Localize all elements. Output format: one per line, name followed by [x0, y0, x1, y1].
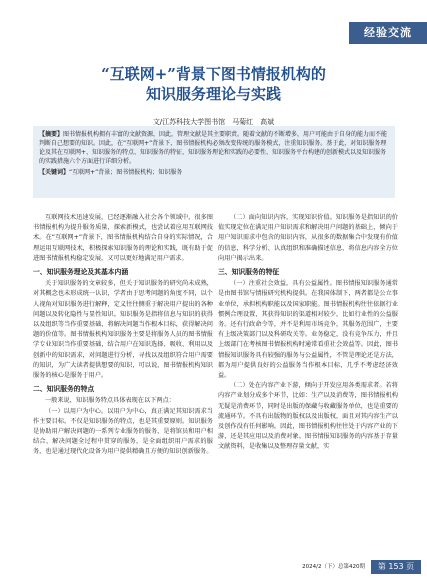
author-line: 文/江苏科技大学图书馆 马菊红 高斌	[152, 118, 275, 126]
left-column	[33, 213, 213, 458]
abstract-box	[33, 126, 395, 198]
paragraph: （二）面向知识内容，实现知识价值。知识服务是指知识的价值实现定位在满足用户知识需求和解决用户问题的基础上，倾向于用户知识需求中包含的知识内容，从很多的数据集合中发现有价值的信息，科学分析、认真组织和准确描述信息，将信息内容全方位向用户揭示出来。	[218, 214, 398, 262]
title-line-2: 知识服务理论与实践	[145, 85, 281, 103]
keywords-label: 【关键词】	[39, 169, 70, 176]
section-heading: 一、知识服务理论及其基本内涵	[33, 268, 129, 277]
section-tag: 经验交流	[349, 22, 427, 44]
keywords-text: “互联网+”背景；图书情报机构；知识服务	[69, 169, 183, 176]
page-number: 第 153 页	[371, 560, 421, 574]
paragraph: （二）处在内容产业下游，倾向于开发应用各类需求者。若将内容产业划分成多个环节，比如：生产以及消费等，图书情报机构无疑是消费环节，同时是出版的保藏与收藏服务单位，也是重要的流通环节。不具有出版物的版权以及出版权，面且对其内容生产以及创作没有任何影响。因此，图书情报机构往往处于内容产业的下游，还是其应用以及消费对象。图书情报知识服务的内容基于存量文献资料，是收集以及整理存量文献，实	[218, 382, 398, 451]
paragraph: （一）注重社会效益，具有公益属性。图书情报知识服务通常是由图书馆与情报研究机构提供。在我国体制下，两者都是公立事业单位，承担机构职能以及国家职能。图书情报机构往往依据行业惯例合理设置，其获得知识的渠道相对较少，比如行业性的公益服务。还有行政命令等，并不是利用市场竞争，其服务范围广，主要有上级决策部门以及科研攻关等。业务稳定，没有竞争压力，并且上级部门在考核图书情报机构时通常看重社会效益等。因此，图书情报知识服务具有较强的服务与公益属性，不管是理论还是方法，都为用户提供良好的公益服务当作根本目标，几乎不考虑经济效益。	[218, 280, 398, 380]
right-column	[218, 213, 398, 453]
abstract-text: 图书情报机构拥有丰富的文献资源，因此，管理文献是其主要职责。随着文献的不断增多，用户可能由于自身的能力而不能判断自己想要的知识。因此，在“互联网+”背景下，图书情报机构必须改变传统的服务模式，注重知识服务。基于此，对知识服务理论及其在互联网+、知识服务的特点、知识服务的特征、知识服务理论和实践的必要性、知识服务平台构建的创新模式以及知识服务的实践措施六个方面进行详细分析。	[39, 131, 388, 165]
page-footer	[0, 560, 427, 574]
paragraph: （一）以用户为中心。以用户为中心，真正满足其知识需求当作主要目标。不仅是知识服务的特点，也是其重要原则。知识服务是协助用户解决问题的一系列专业服务的服务，是将馆员和用户相结合、解决问题全过程中贯穿的服务，是全面组织用户需求的服务，也是通过现代化设备为用户提供精确且方便的知识创新服务。	[33, 407, 213, 456]
paragraph: 一般来说，知识服务特点具体表现在以下两点：	[45, 397, 175, 405]
section-heading: 三、知识服务的特征	[218, 268, 280, 277]
section-heading: 二、知识服务的特点	[33, 385, 95, 394]
issue-label: 2024/2（下）总第420期	[302, 564, 365, 570]
article-title	[0, 64, 427, 104]
paragraph: 互联网技术迅速发展，已经逐渐融入社会各个领域中，很多图书情报机构为提升服务质量，探索新模式，也尝试着应用互联网技术。在“互联网+”背景下，图书情报机构结合自身的实际情况，合理运用互联网技术，积极探索知识服务的理论和实践，既有助于促进图书情报机构稳定发展，又可以更好地满足用户需求。	[33, 214, 213, 262]
abstract-label: 【摘要】	[39, 131, 64, 138]
paragraph: 关于知识服务的文章较多，但关于知识服务的研究尚未成熟，对其概念也未形成统一认识，学者由于思考问题的角度不同，以个人视角对知识服务进行解释，定义往往侧重于解决用户提出的各种问题以及转化隐性与显性知识。知识服务是指将信息与知识的获得以及组织等当作重要基础，将解决问题当作根本目标，获得解决问题的价值等。图书情报机构知识服务主要是将服务人员的图书情报学专业知识当作重要基础，结合用户在知识选择、吸收、利用以及创新中的知识需求，对问题进行分析，寻找以及组织符合用户需要的知识，为广大读者提供想要的知识，可以说，图书情报机构知识服务的核心是服务于用户。	[33, 280, 213, 380]
title-line-1: “互联网+”背景下图书情报机构的	[101, 65, 326, 83]
